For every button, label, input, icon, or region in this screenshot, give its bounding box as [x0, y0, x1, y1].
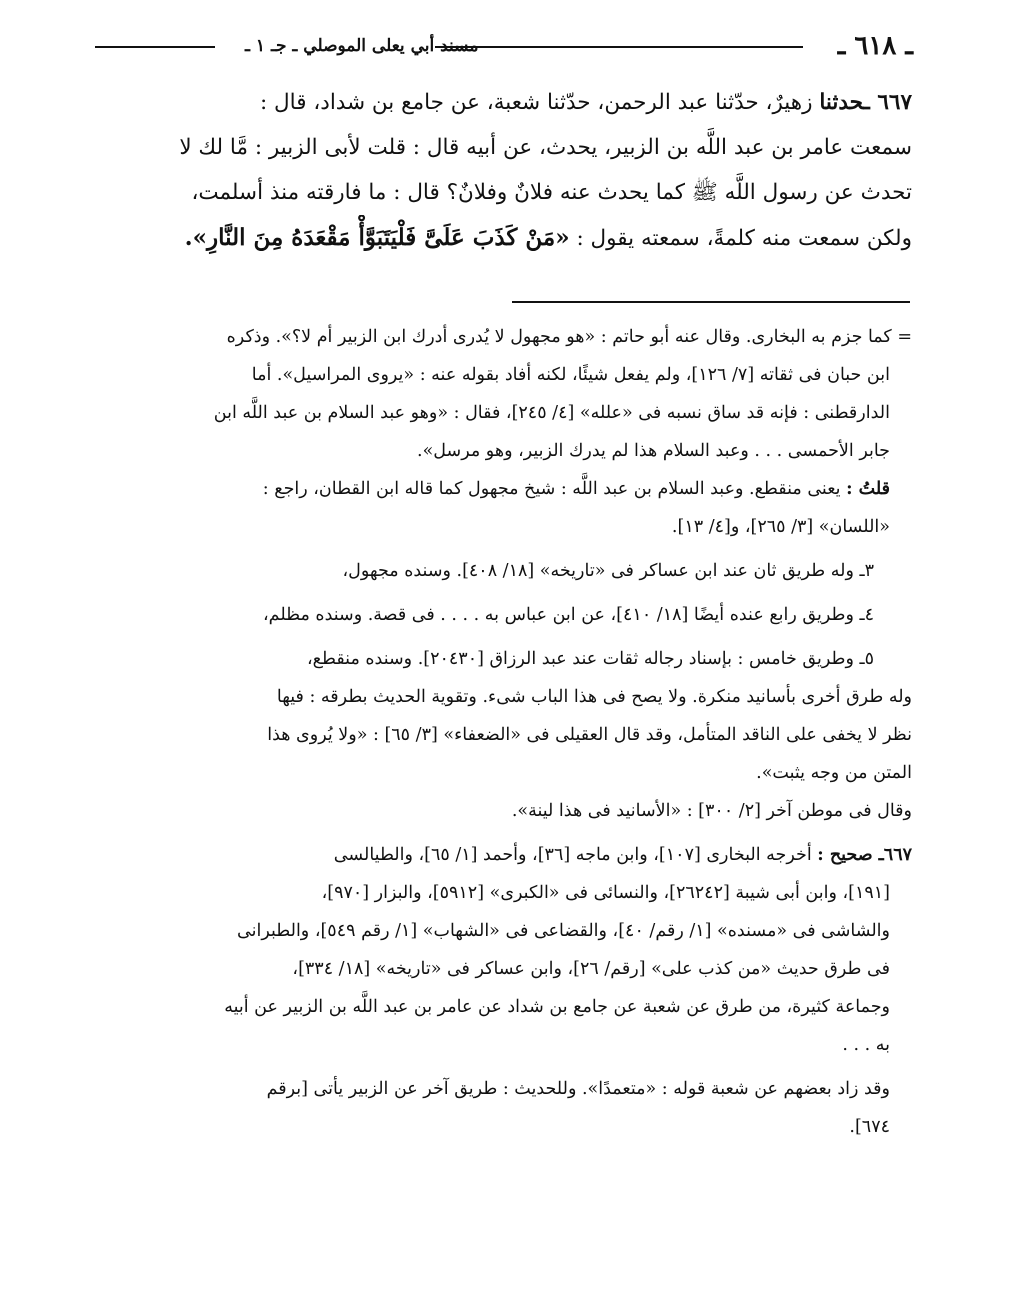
hadith-line-3: تحدث عن رسول اللَّه ﷺ كما يحدث عنه فلانٌ وفلانٌ؟ قال : ما فارقته منذ أسلمت، — [191, 180, 912, 205]
footnote-line: [١٩١]، وابن أبى شيبة [٢٦٢٤٢]، والنسائى فى «الكبرى» [٥٩١٢]، والبزار [٩٧٠]، — [321, 883, 890, 903]
footnote-line: وجماعة كثيرة، من طرق عن شعبة عن جامع بن شداد عن عامر بن عبد اللَّه بن الزبير عن أبيه — [224, 997, 890, 1017]
book-title: مسند أبي يعلى الموصلي ـ جـ ١ ـ — [245, 36, 479, 56]
footnote-line: فى طرق حديث «من كذب على» [رقم/ ٢٦]، وابن عساكر فى «تاريخه» [١٨/ ٣٣٤]، — [292, 959, 890, 979]
page-header — [95, 26, 913, 66]
footnote-line: المتن من وجه يثبت». — [756, 763, 912, 783]
prophetic-quote: «مَنْ كَذَبَ عَلَىَّ فَلْيَتَبَوَّأْ مَقْعَدَهُ مِنَ النَّارِ». — [184, 224, 570, 251]
footnote-separator — [512, 301, 910, 303]
hadith-line-2: سمعت عامر بن عبد اللَّه بن الزبير، يحدث، عن أبيه قال : قلت لأبى الزبير : مَّا لك لا — [179, 135, 912, 160]
header-rule — [95, 46, 215, 48]
footnote-line: وقال فى موطن آخر [٢/ ٣٠٠] : «الأسانيد فى هذا لينة». — [511, 801, 912, 821]
footnote-line — [96, 836, 912, 874]
footnote-line: ٤ـ وطريق رابع عنده أيضًا [١٨/ ٤١٠]، عن ابن عباس به . . . . فى قصة. وسنده مظلم، — [263, 605, 874, 625]
footnote-line: نظر لا يخفى على الناقد المتأمل، وقد قال العقيلى فى «الضعفاء» [٣/ ٦٥] : «ولا يُروى هذا — [267, 725, 912, 745]
hadith-text — [100, 80, 912, 261]
footnote-line: الدارقطنى : فإنه قد ساق نسبه فى «علله» [٤/ ٢٤٥]، فقال : «وهو عبد السلام بن عبد اللَّه ابن — [213, 403, 890, 423]
footnote-line: جابر الأحمسى . . . وعبد السلام هذا لم يدرك الزبير، وهو مرسل». — [417, 441, 890, 461]
hadith-lead: حدثنا — [819, 90, 864, 115]
hadith-number: ٦٦٧ ـ — [863, 90, 912, 115]
footnote-line: = كما جزم به البخارى. وقال عنه أبو حاتم : «هو مجهول لا يُدرى أدرك ابن الزبير أم لا؟». وذكره — [226, 327, 912, 347]
hadith-line-1 — [100, 80, 912, 125]
footnote-text: أخرجه البخارى [١٠٧]، وابن ماجه [٣٦]، وأحمد [١/ ٦٥]، والطيالسى — [333, 845, 818, 865]
footnotes — [96, 318, 912, 1146]
footnote-line: وله طرق أخرى بأسانيد منكرة. ولا يصح فى هذا الباب شىء. وتقوية الحديث بطرقه : فيها — [276, 687, 912, 707]
footnote-line: ٦٧٤]. — [849, 1117, 890, 1137]
footnote-line — [96, 470, 912, 508]
footnote-text: يعنى منقطع. وعبد السلام بن عبد اللَّه : شيخ مجهول كما قاله ابن القطان، راجع : — [262, 479, 847, 499]
hadith-line-4-text: ولكن سمعت منه كلمةً، سمعته يقول : — [569, 226, 912, 251]
page-number: ـ ٦١٨ ـ — [837, 31, 913, 61]
footnote-line: وقد زاد بعضهم عن شعبة قوله : «متعمدًا». وللحديث : طريق آخر عن الزبير يأتى [برقم — [266, 1079, 890, 1099]
hadith-line-1-text: زهيرٌ، حدّثنا عبد الرحمن، حدّثنا شعبة، عن جامع بن شداد، قال : — [259, 90, 820, 115]
footnote-line: به . . . — [842, 1035, 890, 1055]
note-label: قلتُ : — [846, 479, 890, 499]
footnote-line: «اللسان» [٣/ ٢٦٥]، و[٤/ ١٣]. — [671, 517, 890, 537]
footnote-line: والشاشى فى «مسنده» [١/ رقم/ ٤٠]، والقضاعى فى «الشهاب» [١/ رقم ٥٤٩]، والطبرانى — [237, 921, 890, 941]
footnote-line: ابن حبان فى ثقاته [٧/ ١٢٦]، ولم يفعل شيئًا، لكنه أفاد بقوله عنه : «يروى المراسيل». أما — [251, 365, 890, 385]
takhrij-label: ٦٦٧ـ صحيح : — [817, 845, 912, 865]
footnote-line: ٥ـ وطريق خامس : بإسناد رجاله ثقات عند عبد الرزاق [٢٠٤٣٠]. وسنده منقطع، — [307, 649, 874, 669]
footnote-line: ٣ـ وله طريق ثان عند ابن عساكر فى «تاريخه» [١٨/ ٤٠٨]. وسنده مجهول، — [342, 561, 874, 581]
hadith-line-4 — [100, 215, 912, 261]
header-rule — [435, 46, 803, 48]
